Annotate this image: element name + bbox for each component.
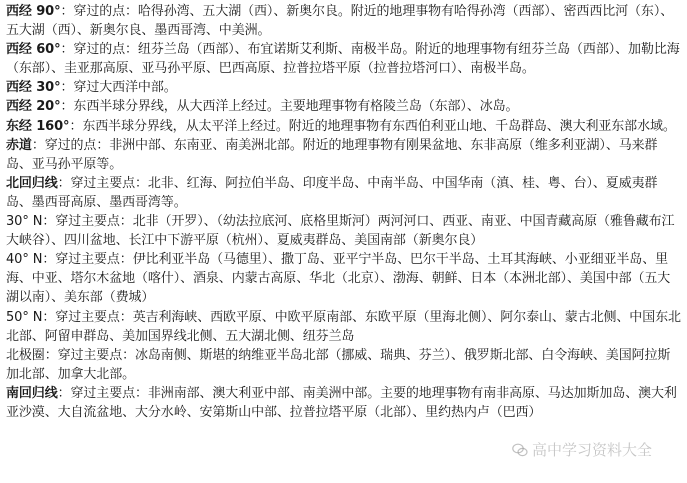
entry-paragraph bbox=[6, 40, 682, 78]
entry-text: ：穿过主要点：北非（开罗）、（幼法拉底河、底格里斯河）两河河口、西亚、南亚、中国青藏高原（雅鲁藏布江大峡谷）、四川盆地、长江中下游平原（杭州）、夏威夷群岛、美国南部（新奥尔良） bbox=[6, 214, 675, 249]
entry-label: 西经 20° bbox=[6, 99, 61, 115]
chat-bubble-icon bbox=[512, 442, 528, 458]
entry-label: 西经 90° bbox=[6, 4, 61, 19]
entry-label: 40° N bbox=[6, 252, 43, 268]
entry-label: 赤道 bbox=[6, 137, 32, 153]
entry-paragraph bbox=[6, 117, 682, 136]
entry-label: 50° N bbox=[6, 309, 43, 325]
entry-paragraph bbox=[6, 97, 682, 116]
entry-text: ：穿过主要点：冰岛南侧、斯堪的纳维亚半岛北部（挪威、瑞典、芬兰）、俄罗斯北部、白令海峡、美国阿拉斯加北部、加拿大北部。 bbox=[6, 347, 671, 382]
entry-text: ：穿过的点：非洲中部、东南亚、南美洲北部。附近的地理事物有刚果盆地、东非高原（维多利亚湖）、马来群岛、亚马孙平原等。 bbox=[6, 137, 658, 172]
entry-paragraph bbox=[6, 136, 682, 174]
watermark bbox=[512, 439, 652, 460]
entry-paragraph bbox=[6, 346, 682, 384]
entry-text: ：东西半球分界线，从太平洋上经过。附近的地理事物有东西伯利亚山地、千岛群岛、澳大利亚东部水域。 bbox=[69, 118, 676, 134]
entry-label: 西经 30° bbox=[6, 80, 61, 96]
entry-text: ：穿过主要点：非洲南部、澳大利亚中部、南美洲中部。主要的地理事物有南非高原、马达加斯加岛、澳大利亚沙漠、大自流盆地、大分水岭、安第斯山中部、拉普拉塔平原（北部）、里约热内卢（巴西） bbox=[6, 385, 677, 420]
watermark-text: 高中学习资料大全 bbox=[532, 441, 653, 459]
entry-text: ：穿过主要点：伊比利亚半岛（马德里）、撒丁岛、亚平宁半岛、巴尔干半岛、土耳其海峡、小亚细亚半岛、里海、中亚、塔尔木盆地（喀什）、酒泉、内蒙古高原、华北（北京）、渤海、朝鲜、日本（本洲北部）、美国中部（五大湖以南）、美东部（费城） bbox=[6, 252, 671, 306]
entry-text: ：穿过的点：纽芬兰岛（西部）、布宜诺斯艾利斯、南极半岛。附近的地理事物有纽芬兰岛（西部）、加勒比海（东部）、圭亚那高原、亚马孙平原、巴西高原、拉普拉塔平原（拉普拉塔河口）、南极半岛。 bbox=[6, 42, 680, 77]
entry-text: ：穿过大西洋中部。 bbox=[60, 80, 177, 96]
entry-label: 30° N bbox=[6, 214, 43, 230]
document-body bbox=[6, 2, 682, 422]
entry-paragraph bbox=[6, 78, 682, 97]
entry-label: 东经 160° bbox=[6, 118, 70, 134]
entry-label: 北极圈 bbox=[6, 347, 45, 363]
entry-label: 北回归线 bbox=[6, 175, 58, 191]
entry-paragraph bbox=[6, 250, 682, 307]
entry-paragraph bbox=[6, 174, 682, 212]
entry-paragraph bbox=[6, 308, 682, 346]
entry-label: 西经 60° bbox=[6, 42, 61, 58]
entry-paragraph bbox=[6, 212, 682, 250]
entry-label: 南回归线 bbox=[6, 385, 58, 401]
entry-paragraph bbox=[6, 384, 682, 422]
entry-text: ：穿过主要点：北非、红海、阿拉伯半岛、印度半岛、中南半岛、中国华南（滇、桂、粤、台）、夏威夷群岛、墨西哥高原、墨西哥湾等。 bbox=[6, 175, 658, 210]
entry-text: ：东西半球分界线，从大西洋上经过。主要地理事物有格陵兰岛（东部）、冰岛。 bbox=[60, 99, 519, 115]
entry-paragraph bbox=[6, 2, 682, 40]
entry-text: ：穿过主要点：英吉利海峡、西欧平原、中欧平原南部、东欧平原（里海北侧）、阿尔泰山、蒙古北侧、中国东北北部、阿留申群岛、美加国界线北侧、五大湖北侧、纽芬兰岛 bbox=[6, 309, 681, 344]
entry-text: ：穿过的点：哈得孙湾、五大湖（西）、新奥尔良。附近的地理事物有哈得孙湾（西部）、密西西比河（东）、五大湖（西）、新奥尔良、墨西哥湾、中美洲。 bbox=[6, 4, 674, 39]
